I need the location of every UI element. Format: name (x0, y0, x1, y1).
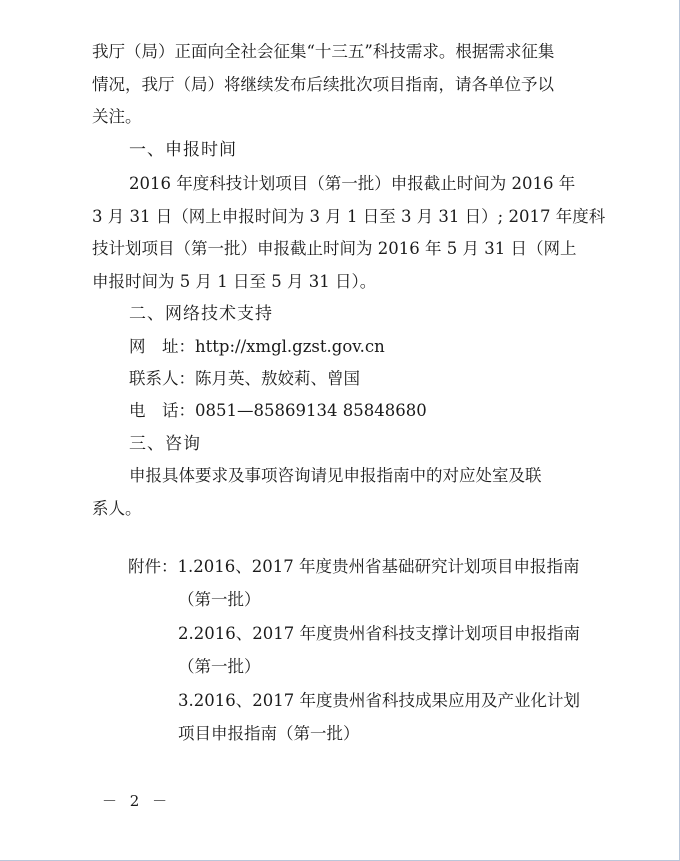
contact-value: 陈月英、敖姣莉、曾国 (195, 369, 360, 388)
contact-label: 联系人： (129, 369, 195, 388)
attachment-label: 附件： (128, 557, 178, 576)
attachment-1-title: 1.2016、2017 年度贵州省基础研究计划项目申报指南 (177, 557, 580, 576)
intro-line: 关注。 (92, 107, 142, 126)
section1-paragraph (92, 168, 606, 298)
attachment-1 (128, 551, 579, 584)
section1-line: 申报时间为 5 月 1 日至 5 月 31 日）。 (92, 271, 377, 291)
section1-heading: 一、申报时间 (129, 140, 237, 160)
section1-line: 技计划项目（第一批）申报截止时间为 2016 年 5 月 31 日（网上 (92, 239, 577, 258)
attachment-3-cont: 项目申报指南（第一批） (178, 724, 360, 743)
section3-heading: 三、咨询 (129, 434, 201, 454)
attachment-2-title: 2.2016、2017 年度贵州省科技支撑计划项目申报指南 (178, 624, 580, 643)
website-row (92, 331, 602, 364)
attachment-2-cont: （第一批） (178, 657, 261, 676)
intro-paragraph (92, 36, 602, 134)
phone-row (92, 395, 602, 428)
section1-line: 2016 年度科技计划项目（第一批）申报截止时间为 2016 年 (129, 174, 576, 193)
section1-line: 3 月 31 日（网上申报时间为 3 月 1 日至 3 月 31 日）; 2017 年度科 (92, 206, 606, 226)
website-link[interactable]: http://xmgl.gzst.gov.cn (195, 337, 385, 356)
section2-heading: 二、网络技术支持 (129, 304, 273, 324)
section3-paragraph (92, 460, 602, 525)
section3-line: 申报具体要求及事项咨询请见申报指南中的对应处室及联 (129, 466, 542, 485)
section3-line: 系人。 (92, 498, 142, 518)
phone-label: 电 话： (129, 401, 195, 420)
phone-value: 0851—85869134 85848680 (195, 401, 427, 420)
attachment-1-cont: （第一批） (178, 590, 261, 609)
intro-line: 我厅（局）正面向全社会征集“十三五”科技需求。根据需求征集 (92, 42, 555, 61)
attachment-3-title: 3.2016、2017 年度贵州省科技成果应用及产业化计划 (178, 691, 580, 710)
contact-row (92, 363, 602, 396)
website-label: 网 址： (129, 337, 195, 356)
intro-line: 情况，我厅（局）将继续发布后续批次项目指南，请各单位予以 (92, 74, 554, 94)
page-number: － 2 － (102, 792, 172, 810)
